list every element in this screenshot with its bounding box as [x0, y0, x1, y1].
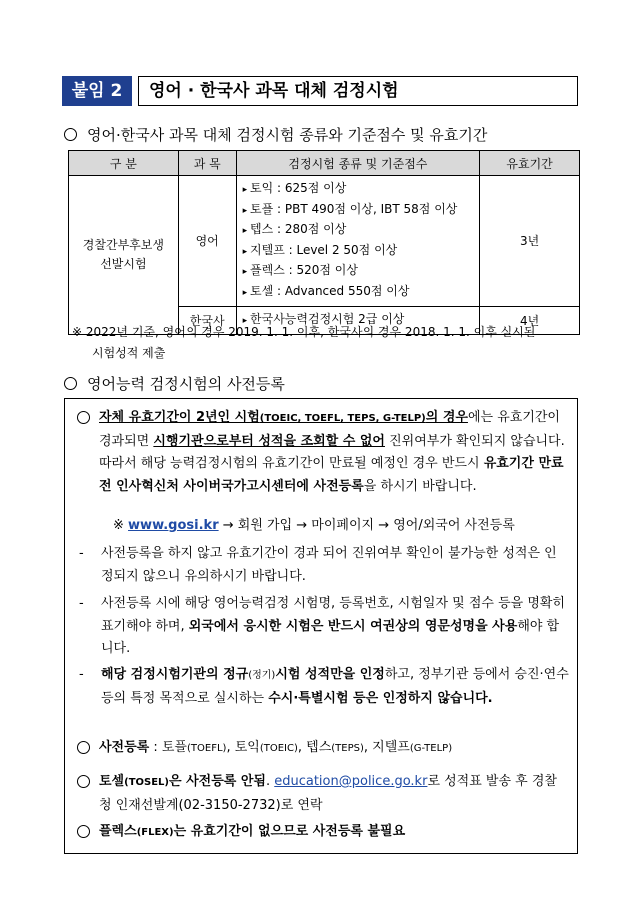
col-header: 유효기간	[480, 151, 580, 176]
circle-bullet-icon	[64, 128, 77, 141]
para-tosel: 토셀(TOSEL)은 사전등록 안됨. education@police.go.kr로 성적표 발송 후 경찰청 인재선발계(02-3150-2732)로 연락	[77, 771, 567, 817]
list-item: ▸ 한국사능력검정시험 2급 이상	[243, 310, 474, 331]
annex-title	[62, 76, 578, 106]
section2-heading: 영어능력 검정시험의 사전등록	[64, 373, 285, 394]
para-regular-exam: - 해당 검정시험기관의 정규(정기)시험 성적만을 인정하고, 정부기관 등에서 승진·연수 등의 특정 목적으로 실시하는 수시·특별시험 등은 인정하지 않습니다.	[79, 667, 569, 706]
subject-cell: 영어	[178, 176, 236, 307]
list-item: ▸ 토익 : 625점 이상	[243, 179, 474, 200]
annex-badge: 붙임 2	[62, 76, 132, 106]
col-header: 구 분	[69, 151, 179, 176]
table-header-row	[69, 151, 580, 176]
para-registration-info: - 사전등록 시에 해당 영어능력검정 시험명, 등록번호, 시험일자 및 점수 등을 명확히 표기해야 하며, 외국에서 응시한 시험은 반드시 여권상의 영문성명을 사용해야 합니다.	[79, 596, 566, 656]
note-text: 2022년 기준, 영어의 경우 2019. 1. 1. 이후, 한국사의 경우 2018. 1. 1. 이후 실시된	[85, 325, 536, 339]
circle-bullet-icon	[77, 825, 90, 838]
para-flex: 플렉스(FLEX)는 유효기간이 없으므로 사전등록 불필요	[77, 821, 567, 845]
section1-heading: 영어·한국사 과목 대체 검정시험 종류와 기준점수 및 유효기간	[64, 124, 487, 145]
table-row	[69, 176, 580, 307]
note-text-cont: 시험성적 제출	[92, 346, 166, 360]
validity-cell: 4년	[480, 306, 580, 334]
list-item: ▸ 토플 : PBT 490점 이상, IBT 58점 이상	[243, 200, 474, 221]
preregistration-box	[64, 398, 578, 854]
list-item: ▸ 지텔프 : Level 2 50점 이상	[243, 241, 474, 262]
list-item: ▸ 텝스 : 280점 이상	[243, 220, 474, 241]
exam-table	[68, 150, 580, 335]
circle-bullet-icon	[77, 775, 90, 788]
list-item: ▸ 플렉스 : 520점 이상	[243, 261, 474, 282]
page-title: 영어 · 한국사 과목 대체 검정시험	[138, 76, 578, 106]
list-item: ▸ 토셀 : Advanced 550점 이상	[243, 282, 474, 303]
para-site-note: ※ www.gosi.kr → 회원 가입 → 마이페이지 → 영어/외국어 사전등록	[113, 518, 515, 533]
para-validity: 자체 유효기간이 2년인 시험(TOEIC, TOEFL, TEPS, G-TELP)의 경우에는 유효기간이 경과되면 시행기관으로부터 성적을 조회할 수 없어 진위여부가 확인되지 않습니다. 따라서 해당 능력검정시험의 유효기간이 만료될 예정인 경우 반드시 유효기간 만료 전 인사혁신처 사이버국가고시센터에 사전등록을 하시기 바랍니다.	[77, 407, 565, 498]
gosi-link[interactable]: www.gosi.kr	[128, 518, 219, 533]
criteria-cell	[236, 176, 480, 307]
validity-cell: 3년	[480, 176, 580, 307]
subject-cell: 한국사	[178, 306, 236, 334]
para-registration-list: 사전등록 : 토플(TOEFL), 토익(TOEIC), 텝스(TEPS), 지텔프(G-TELP)	[77, 737, 567, 761]
circle-bullet-icon	[77, 741, 90, 754]
col-header: 과 목	[178, 151, 236, 176]
col-header: 검정시험 종류 및 기준점수	[236, 151, 480, 176]
circle-bullet-icon	[64, 377, 77, 390]
note-mark: ※	[72, 325, 83, 339]
table-note	[72, 322, 592, 364]
para-unregistered: - 사전등록을 하지 않고 유효기간이 경과 되어 진위여부 확인이 불가능한 성적은 인정되지 않으니 유의하시기 바랍니다.	[79, 546, 557, 584]
category-cell: 경찰간부후보생 선발시험	[69, 176, 179, 335]
email-link[interactable]: education@police.go.kr	[274, 774, 428, 789]
circle-bullet-icon	[77, 411, 90, 424]
